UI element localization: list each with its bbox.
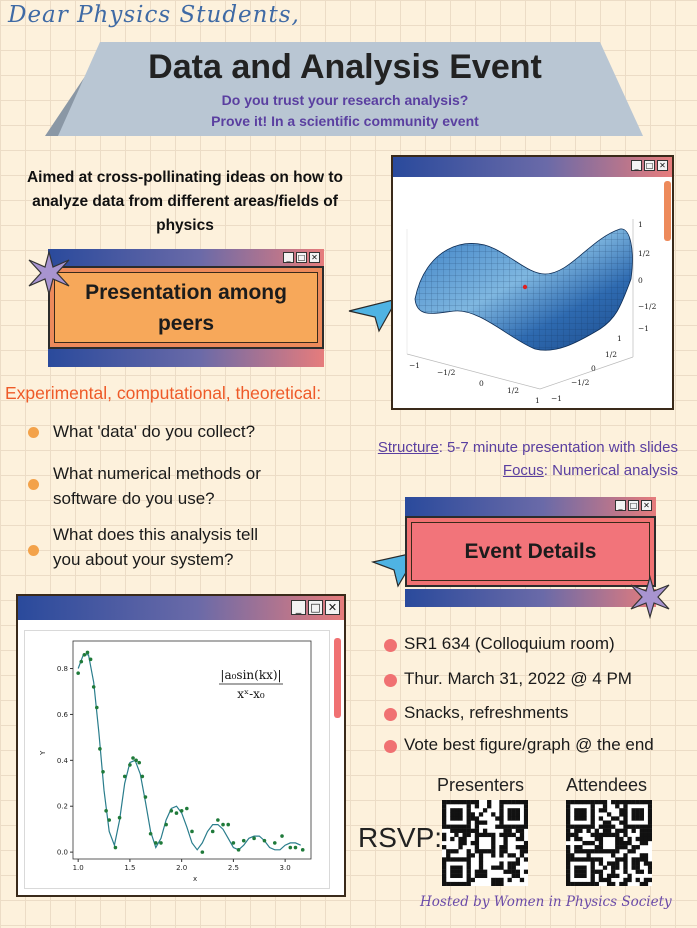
x-tick-label: 1.0 [72,864,84,872]
data-point [141,775,145,779]
subtitle-line-1: Do you trust your research analysis? [221,92,469,108]
detail-datetime: Thur. March 31, 2022 @ 4 PM [404,669,632,688]
data-point [289,846,293,850]
subtitle-line-2: Prove it! In a scientific community event [211,113,479,129]
data-point [232,841,236,845]
detail-snacks: Snacks, refreshments [404,703,569,722]
data-point [273,841,277,845]
data-point [159,841,163,845]
attendees-label: Attendees [566,775,648,795]
aim-statement: Aimed at cross-pollinating ideas on how to analyze data from different areas/fields of physics [26,169,344,234]
attendees-qr-code[interactable] [566,800,652,886]
bullet-dot [384,740,397,753]
structure-line [328,436,678,459]
data-point [164,823,168,827]
detail-location: SR1 634 (Colloquium room) [404,634,615,653]
bullet-dot [384,639,397,652]
maximize-icon[interactable]: □ [308,600,323,615]
y-tick: 0 [591,364,596,373]
formula-numerator: |a₀sin(kx)| [220,668,282,682]
focus-text: : Numerical analysis [543,462,678,479]
data-point [175,811,179,815]
data-point [79,660,83,664]
close-icon[interactable]: ✕ [325,600,340,615]
rsvp-label: RSVP: [358,822,443,853]
data-point [263,839,267,843]
data-point [154,841,158,845]
minimize-icon[interactable]: _ [291,600,306,615]
structure-label: Structure [377,439,439,456]
minimize-icon[interactable]: _ [283,252,294,263]
focus-label: Focus [502,462,544,479]
question-text: What 'data' do you collect? [53,422,256,441]
data-point [83,653,87,657]
bullet-dot [384,674,397,687]
data-point [226,823,230,827]
star-icon [26,250,72,296]
data-point [118,816,122,820]
z-tick: 1/2 [638,249,651,258]
data-point [144,795,148,799]
data-point [185,807,189,811]
scatter-plot [25,631,331,890]
z-tick: −1 [638,324,650,333]
data-point [221,823,225,827]
data-point [95,706,99,710]
presentation-label [85,277,287,339]
presentation-window-body [48,266,324,349]
data-point [134,759,138,763]
x-tick-label: 2.5 [227,864,239,872]
data-point [280,834,284,838]
y-tick-label: 0.4 [56,756,68,765]
x-axis-label: x [193,875,198,883]
x-tick-label: 3.0 [279,864,291,872]
data-point [114,846,118,850]
data-point [180,809,184,813]
formula-denominator: xˣ-x₀ [237,687,265,701]
y-tick-label: 0.6 [56,710,68,719]
x-tick: 0 [479,379,484,388]
z-tick: −1/2 [638,302,657,311]
question-text: What does this analysis tell [53,525,259,544]
y-tick: 1 [617,334,622,343]
event-subtitle [150,90,540,132]
scrollbar-thumb[interactable] [334,638,341,718]
structure-focus [328,436,678,482]
data-point [216,818,220,822]
presentation-line-2: peers [157,311,215,335]
scatter-plot-window [16,594,346,897]
presentation-window-titlebar [48,249,324,266]
data-point [123,775,127,779]
saddle-plot-area [395,179,662,406]
bullet-dot [28,479,39,490]
data-point [98,747,102,751]
y-tick: 1/2 [605,350,618,359]
saddle-surface-plot [395,179,664,408]
question-text: software do you use? [53,489,215,508]
x-tick: −1/2 [437,368,456,377]
y-tick-label: 0.0 [56,848,68,857]
event-title: Data and Analysis Event [148,48,542,86]
maximize-icon[interactable]: □ [645,161,654,170]
x-tick: 1/2 [507,386,520,395]
y-tick: −1 [551,394,563,403]
data-point [76,671,80,675]
presenters-label: Presenters [437,775,525,795]
hosted-by: Hosted by Women in Physics Society [420,894,672,910]
data-point [237,848,241,852]
presentation-line-1: Presentation among [85,280,287,304]
event-details-titlebar [405,497,656,516]
maximize-icon[interactable]: □ [297,253,306,262]
question-text: What numerical methods or [53,464,261,483]
x-tick: −1 [409,361,421,370]
minimize-icon[interactable]: _ [615,500,626,511]
question-text: you about your system? [53,550,234,569]
data-point [92,685,96,689]
structure-text: : 5-7 minute presentation with slides [438,439,678,456]
experimental-heading: Experimental, computational, theoretical: [5,383,322,403]
presentation-window [48,249,324,367]
presenters-qr-code[interactable] [442,800,528,886]
y-tick-label: 0.8 [56,665,68,674]
x-tick-label: 2.0 [176,864,188,872]
event-details-title: Event Details [464,539,597,563]
presentation-window-footer [48,349,324,367]
bullet-dot [28,545,39,556]
scatter-plot-titlebar [18,596,344,620]
bullet-dot [384,708,397,721]
z-tick: 0 [638,276,643,285]
event-details-footer [405,589,656,607]
data-point [107,818,111,822]
close-icon[interactable]: ✕ [309,252,320,263]
data-point [201,850,205,854]
data-point [101,770,105,774]
data-point [294,846,298,850]
close-icon[interactable]: ✕ [641,500,652,511]
saddle-plot-window [391,155,674,410]
bullet-dot [28,427,39,438]
data-point [137,761,141,765]
star-icon [628,575,672,619]
greeting: Dear Physics Students, [8,2,300,28]
y-tick-label: 0.2 [56,802,68,811]
y-tick: −1/2 [571,378,590,387]
saddle-plot-titlebar [393,157,672,177]
close-icon[interactable]: ✕ [657,160,668,171]
maximize-icon[interactable]: □ [629,501,638,510]
data-point [211,830,215,834]
event-details-body [405,516,656,587]
y-axis-label: Y [39,750,47,755]
data-point [104,809,108,813]
data-point [128,763,132,767]
data-point [301,848,305,852]
event-details-window [405,497,656,607]
x-tick: 1 [535,396,540,405]
focus-line [328,459,678,482]
x-tick-label: 1.5 [124,864,136,872]
detail-vote: Vote best figure/graph @ the end [404,735,654,754]
data-point [252,837,256,841]
z-tick: 1 [638,220,643,229]
scatter-plot-area [24,630,330,889]
saddle-point-marker [523,285,527,289]
data-point [89,658,93,662]
data-point [131,756,135,760]
data-point [170,809,174,813]
data-point [242,839,246,843]
data-point [86,651,90,655]
minimize-icon[interactable]: _ [631,160,642,171]
data-point [149,832,153,836]
data-point [190,830,194,834]
scrollbar-thumb[interactable] [664,181,671,241]
